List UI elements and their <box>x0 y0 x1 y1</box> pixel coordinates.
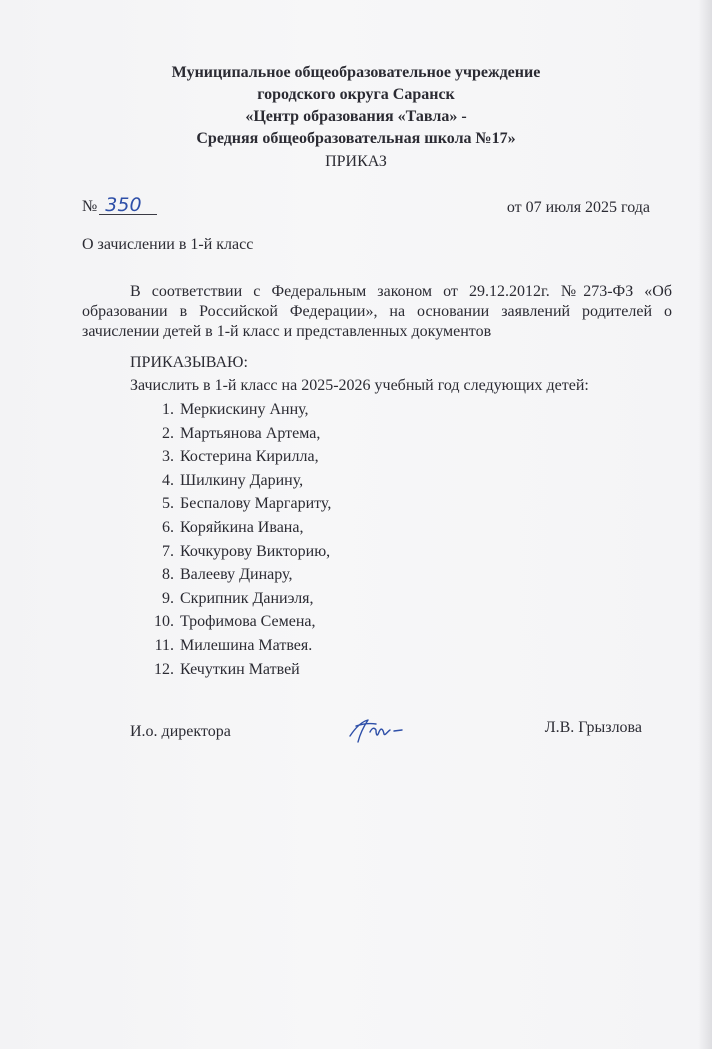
list-number: 9. <box>162 589 174 607</box>
list-number: 3. <box>162 448 174 466</box>
order-preamble <box>82 282 672 342</box>
number-value-handwritten: 350 <box>99 196 157 215</box>
list-number: 11. <box>154 636 174 654</box>
list-item <box>130 492 331 516</box>
order-word: ПРИКАЗЫВАЮ: <box>130 354 248 371</box>
director-position: И.о. директора <box>130 723 231 740</box>
list-item <box>130 445 331 469</box>
document-header <box>0 62 712 173</box>
header-line-3: «Центр образования «Тавла» - <box>245 108 467 125</box>
header-line-4: Средняя общеобразовательная школа №17» <box>196 130 516 147</box>
list-item <box>130 422 331 446</box>
enroll-text: Зачислить в 1-й класс на 2025-2026 учебный год следующих детей: <box>130 377 589 394</box>
student-name: Кочкурову Викторию, <box>180 542 331 560</box>
signer-name: Л.В. Грызлова <box>544 719 642 736</box>
student-name: Костерина Кирилла, <box>180 448 319 466</box>
list-number: 8. <box>162 566 174 584</box>
list-number: 4. <box>162 471 174 489</box>
student-name: Меркискину Анну, <box>180 401 309 418</box>
student-name: Кечуткин Матвей <box>180 660 300 678</box>
student-name: Беспалову Маргариту, <box>180 495 332 513</box>
list-item <box>130 398 331 422</box>
header-line-1: Муниципальное общеобразовательное учреждение <box>171 64 541 81</box>
list-number: 1. <box>162 401 174 418</box>
list-number: 2. <box>162 424 174 442</box>
student-name: Трофимова Семена, <box>180 613 316 631</box>
list-item <box>130 516 331 540</box>
list-item <box>130 634 331 658</box>
student-name: Мартьянова Артема, <box>180 424 321 442</box>
list-number: 5. <box>162 495 174 513</box>
student-name: Шилкину Дарину, <box>180 471 304 489</box>
handwritten-signature <box>346 712 406 748</box>
student-name: Скрипник Даниэля, <box>180 589 314 607</box>
order-subject: О зачислении в 1-й класс <box>82 236 254 253</box>
order-number <box>82 196 157 217</box>
student-list <box>130 398 331 681</box>
list-item <box>130 587 331 611</box>
list-item <box>130 658 331 682</box>
list-item <box>130 610 331 634</box>
list-item <box>130 540 331 564</box>
preamble-text: В соответствии с Федеральным законом от 29.12.2012г. №273-ФЗ «Об образовании в Российской Федерации», на основании заявлений родителей о зачислении детей в 1-й класс и представленных документов <box>82 283 672 340</box>
student-name: Валееву Динару, <box>180 566 293 584</box>
number-label: № <box>82 198 98 215</box>
header-line-2: городского округа Саранск <box>257 86 455 103</box>
student-name: Милешина Матвея. <box>180 636 313 654</box>
list-number: 10. <box>154 613 174 631</box>
document-title: ПРИКАЗ <box>325 153 387 170</box>
list-number: 12. <box>154 660 174 678</box>
list-item <box>130 563 331 587</box>
list-number: 6. <box>162 518 174 536</box>
student-name: Коряйкина Ивана, <box>180 518 304 536</box>
list-number: 7. <box>162 542 174 560</box>
list-item <box>130 469 331 493</box>
order-date: от 07 июля 2025 года <box>506 199 650 216</box>
